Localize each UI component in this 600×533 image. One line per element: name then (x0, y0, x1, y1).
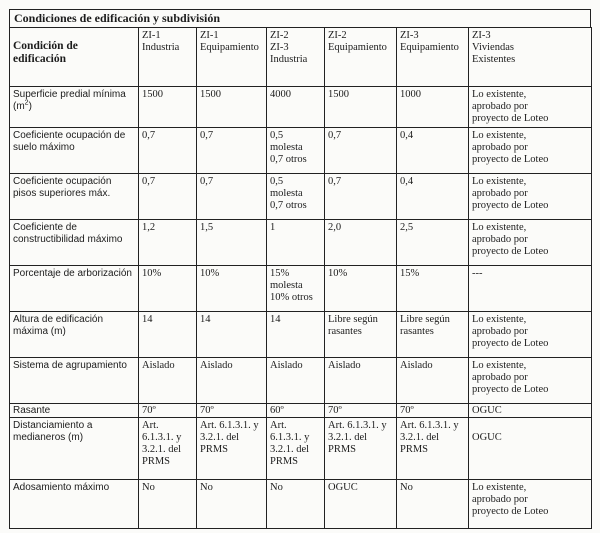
cell-line: 0,7 (142, 176, 156, 187)
row-label-line: Sistema de agrupamiento (13, 360, 127, 371)
cell-line: 2,0 (328, 222, 342, 233)
cell-line: Aislado (200, 360, 233, 371)
table-cell-zi3-viviendas (469, 312, 592, 358)
table-cell-zi1-equipamiento (197, 128, 267, 174)
table-cell-zi1-industria (139, 418, 197, 480)
table-cell-zi2-zi3-industria (267, 174, 325, 220)
column-header-line: Industria (270, 54, 308, 65)
cell-line: aprobado por (472, 101, 528, 112)
table-cell-zi1-equipamiento (197, 266, 267, 312)
table-row (10, 404, 592, 418)
table-cell-zi3-viviendas (469, 404, 592, 418)
table-cell-zi2-zi3-industria (267, 87, 325, 128)
column-header-line: Equipamiento (328, 42, 387, 53)
cell-line: 10% (200, 268, 220, 279)
cell-line: 0,7 (142, 130, 156, 141)
table-cell-zi1-industria (139, 174, 197, 220)
table-row (10, 418, 592, 480)
cell-line: Lo existente, (472, 360, 527, 371)
cell-line: molesta (270, 142, 303, 153)
table-cell-zi3-equipamiento (397, 480, 469, 529)
row-label (10, 312, 139, 358)
row-label-line: Coeficiente de (13, 222, 77, 233)
table-cell-zi3-viviendas (469, 128, 592, 174)
cell-line: No (270, 482, 283, 493)
table-cell-zi1-industria (139, 128, 197, 174)
row-label-line: Altura de edificación (13, 314, 104, 325)
row-label-line: suelo máximo (13, 142, 75, 153)
table-cell-zi2-equipamiento (325, 312, 397, 358)
cell-line: 0,7 (200, 176, 214, 187)
table-cell-zi3-equipamiento (397, 404, 469, 418)
row-label (10, 128, 139, 174)
table-cell-zi2-equipamiento (325, 220, 397, 266)
table-cell-zi1-industria (139, 404, 197, 418)
cell-line: OGUC (328, 482, 358, 493)
row-label-line: Distanciamiento a (13, 420, 93, 431)
cell-line: aprobado por (472, 142, 528, 153)
header-row (10, 28, 592, 87)
cell-line: 4000 (270, 89, 291, 100)
table-row (10, 266, 592, 312)
table-row (10, 128, 592, 174)
unit-exponent: 2 (24, 99, 29, 107)
row-label-line: Superficie predial mínima (13, 89, 126, 100)
table-cell-zi2-zi3-industria (267, 128, 325, 174)
table-cell-zi2-zi3-industria (267, 358, 325, 404)
table-cell-zi1-equipamiento (197, 480, 267, 529)
column-header-zi1-industria (139, 28, 197, 87)
cell-line: 0,7 (200, 130, 214, 141)
cell-line: 1,5 (200, 222, 214, 233)
table-cell-zi3-viviendas (469, 174, 592, 220)
cell-line: 70º (200, 405, 214, 416)
column-header-zi3-viviendas (469, 28, 592, 87)
table-cell-zi3-equipamiento (397, 418, 469, 480)
cell-line: aprobado por (472, 372, 528, 383)
cell-line: proyecto de Loteo (472, 338, 549, 349)
cell-line: PRMS (270, 456, 299, 467)
cell-line: 0,5 (270, 130, 284, 141)
row-label (10, 418, 139, 480)
row-label-line: máxima (m) (13, 326, 66, 337)
table-cell-zi1-equipamiento (197, 404, 267, 418)
conditions-table (9, 27, 592, 529)
row-label-line: Adosamiento máximo (13, 482, 110, 493)
cell-line: Art. 6.1.3.1. y (328, 420, 387, 431)
cell-line: 14 (142, 314, 153, 325)
table-cell-zi3-equipamiento (397, 312, 469, 358)
cell-line: 3.2.1. del (200, 432, 240, 443)
table-cell-zi2-equipamiento (325, 128, 397, 174)
cell-line: proyecto de Loteo (472, 384, 549, 395)
cell-line: 70º (142, 405, 156, 416)
column-header-line: ZI-2 (270, 30, 289, 41)
column-header-zi2-equipamiento (325, 28, 397, 87)
column-header-zi2-zi3-industria (267, 28, 325, 87)
table-cell-zi1-industria (139, 480, 197, 529)
row-label-line: Porcentaje de arborización (13, 268, 132, 279)
cell-line: aprobado por (472, 188, 528, 199)
table-cell-zi3-equipamiento (397, 87, 469, 128)
cell-line: 3.2.1. del (142, 444, 182, 455)
column-header-line: Equipamiento (200, 42, 259, 53)
cell-line: Art. (270, 420, 287, 431)
unit-close: ) (28, 101, 32, 112)
cell-line: 0,7 (328, 130, 342, 141)
cell-line: 0,5 (270, 176, 284, 187)
cell-line: Aislado (400, 360, 433, 371)
cell-line: 1000 (400, 89, 421, 100)
column-header-line: ZI-1 (200, 30, 219, 41)
column-header-zi3-equipamiento (397, 28, 469, 87)
row-label-line: Coeficiente ocupación de (13, 130, 126, 141)
column-header-line: Existentes (472, 54, 516, 65)
document-sheet (9, 9, 591, 529)
cell-line: 3.2.1. del (400, 432, 440, 443)
cell-line: 0,7 otros (270, 154, 307, 165)
table-cell-zi3-equipamiento (397, 220, 469, 266)
cell-line: --- (472, 268, 483, 279)
row-label-line: Rasante (13, 405, 51, 416)
cell-line: Lo existente, (472, 130, 527, 141)
corner-header-line: edificación (13, 53, 67, 65)
table-cell-zi2-equipamiento (325, 266, 397, 312)
table-cell-zi3-viviendas (469, 87, 592, 128)
cell-line: Art. (142, 420, 159, 431)
table-cell-zi3-equipamiento (397, 128, 469, 174)
cell-line: No (142, 482, 155, 493)
cell-line: Lo existente, (472, 482, 527, 493)
cell-line: 2,5 (400, 222, 414, 233)
column-header-line: ZI-3 (270, 42, 289, 53)
table-cell-zi2-zi3-industria (267, 220, 325, 266)
cell-line: PRMS (200, 444, 229, 455)
table-row (10, 312, 592, 358)
cell-line: Art. 6.1.3.1. y (200, 420, 259, 431)
table-cell-zi3-viviendas (469, 220, 592, 266)
cell-line: 6.1.3.1. y (270, 432, 310, 443)
table-cell-zi2-zi3-industria (267, 312, 325, 358)
column-header-line: ZI-3 (400, 30, 419, 41)
table-cell-zi1-equipamiento (197, 312, 267, 358)
cell-line: Lo existente, (472, 89, 527, 100)
cell-line: proyecto de Loteo (472, 154, 549, 165)
column-header-zi1-equipamiento (197, 28, 267, 87)
row-label (10, 87, 139, 128)
row-label-line (13, 101, 135, 113)
cell-line: PRMS (142, 456, 171, 467)
table-cell-zi2-zi3-industria (267, 480, 325, 529)
table-cell-zi2-equipamiento (325, 404, 397, 418)
cell-line: 10% (328, 268, 348, 279)
row-label (10, 404, 139, 418)
cell-line (472, 420, 588, 432)
cell-line: 1,2 (142, 222, 156, 233)
cell-line: PRMS (400, 444, 429, 455)
row-label (10, 266, 139, 312)
table-cell-zi2-equipamiento (325, 418, 397, 480)
cell-line: 10% (142, 268, 162, 279)
table-cell-zi3-viviendas (469, 266, 592, 312)
table-cell-zi1-industria (139, 87, 197, 128)
cell-line: OGUC (472, 432, 502, 443)
table-cell-zi1-industria (139, 220, 197, 266)
cell-line: PRMS (328, 444, 357, 455)
table-cell-zi2-equipamiento (325, 480, 397, 529)
cell-line: Aislado (328, 360, 361, 371)
table-cell-zi1-industria (139, 358, 197, 404)
cell-line: No (400, 482, 413, 493)
table-row (10, 220, 592, 266)
cell-line: 0,7 otros (270, 200, 307, 211)
table-cell-zi1-industria (139, 312, 197, 358)
table-cell-zi1-equipamiento (197, 220, 267, 266)
table-cell-zi3-viviendas (469, 358, 592, 404)
table-title: Condiciones de edificación y subdivisión (9, 9, 591, 27)
cell-line: 6.1.3.1. y (142, 432, 182, 443)
column-header-line: ZI-1 (142, 30, 161, 41)
table-row (10, 480, 592, 529)
cell-line: molesta (270, 280, 303, 291)
cell-line: 15% (270, 268, 290, 279)
column-header-line: Viviendas (472, 42, 514, 53)
table-cell-zi2-zi3-industria (267, 418, 325, 480)
table-cell-zi2-equipamiento (325, 174, 397, 220)
row-label-line: pisos superiores máx. (13, 188, 111, 199)
row-label (10, 220, 139, 266)
cell-line: OGUC (472, 405, 502, 416)
table-cell-zi1-equipamiento (197, 418, 267, 480)
table-cell-zi3-equipamiento (397, 266, 469, 312)
cell-line: 1500 (142, 89, 163, 100)
cell-line: Art. 6.1.3.1. y (400, 420, 459, 431)
unit-text: (m (13, 101, 25, 112)
table-cell-zi1-industria (139, 266, 197, 312)
cell-line: 1500 (200, 89, 221, 100)
table-cell-zi3-viviendas (469, 418, 592, 480)
column-header-line: Industria (142, 42, 180, 53)
table-row (10, 87, 592, 128)
table-cell-zi1-equipamiento (197, 174, 267, 220)
table-cell-zi2-zi3-industria (267, 404, 325, 418)
table-cell-zi1-equipamiento (197, 87, 267, 128)
corner-header-line: Condición de (13, 40, 78, 52)
table-cell-zi2-zi3-industria (267, 266, 325, 312)
table-cell-zi3-viviendas (469, 480, 592, 529)
cell-line: aprobado por (472, 494, 528, 505)
cell-line: proyecto de Loteo (472, 200, 549, 211)
cell-line: 14 (270, 314, 281, 325)
cell-line: Lo existente, (472, 176, 527, 187)
cell-line: molesta (270, 188, 303, 199)
table-row (10, 174, 592, 220)
cell-line: 3.2.1. del (328, 432, 368, 443)
cell-line: 15% (400, 268, 420, 279)
cell-line: rasantes (328, 326, 362, 337)
column-header-line: Equipamiento (400, 42, 459, 53)
row-label (10, 174, 139, 220)
row-label-line: constructibilidad máximo (13, 234, 123, 245)
row-label (10, 358, 139, 404)
cell-line: 1 (270, 222, 276, 233)
cell-line: aprobado por (472, 326, 528, 337)
cell-line: Lo existente, (472, 222, 527, 233)
cell-line: proyecto de Loteo (472, 246, 549, 257)
table-cell-zi3-equipamiento (397, 174, 469, 220)
column-header-line: ZI-3 (472, 30, 491, 41)
column-header-line: ZI-2 (328, 30, 347, 41)
cell-line: Libre según (328, 314, 378, 325)
cell-line: Libre según (400, 314, 450, 325)
row-label-line: Coeficiente ocupación (13, 176, 112, 187)
cell-line: 1500 (328, 89, 349, 100)
row-label-line: medianeros (m) (13, 432, 84, 443)
cell-line: 0,4 (400, 176, 414, 187)
cell-line: 10% otros (270, 292, 313, 303)
table-cell-zi3-equipamiento (397, 358, 469, 404)
cell-line: 0,7 (328, 176, 342, 187)
cell-line: proyecto de Loteo (472, 506, 549, 517)
table-row (10, 358, 592, 404)
corner-header (10, 28, 139, 87)
row-label (10, 480, 139, 529)
cell-line: proyecto de Loteo (472, 113, 549, 124)
cell-line: rasantes (400, 326, 434, 337)
cell-line: 14 (200, 314, 211, 325)
cell-line: 0,4 (400, 130, 414, 141)
cell-line: 3.2.1. del (270, 444, 310, 455)
cell-line: Lo existente, (472, 314, 527, 325)
cell-line: Aislado (270, 360, 303, 371)
cell-line: 70º (400, 405, 414, 416)
table-cell-zi1-equipamiento (197, 358, 267, 404)
cell-line: 60º (270, 405, 284, 416)
table-cell-zi2-equipamiento (325, 87, 397, 128)
cell-line: No (200, 482, 213, 493)
cell-line: 70º (328, 405, 342, 416)
table-cell-zi2-equipamiento (325, 358, 397, 404)
cell-line: Aislado (142, 360, 175, 371)
cell-line: aprobado por (472, 234, 528, 245)
